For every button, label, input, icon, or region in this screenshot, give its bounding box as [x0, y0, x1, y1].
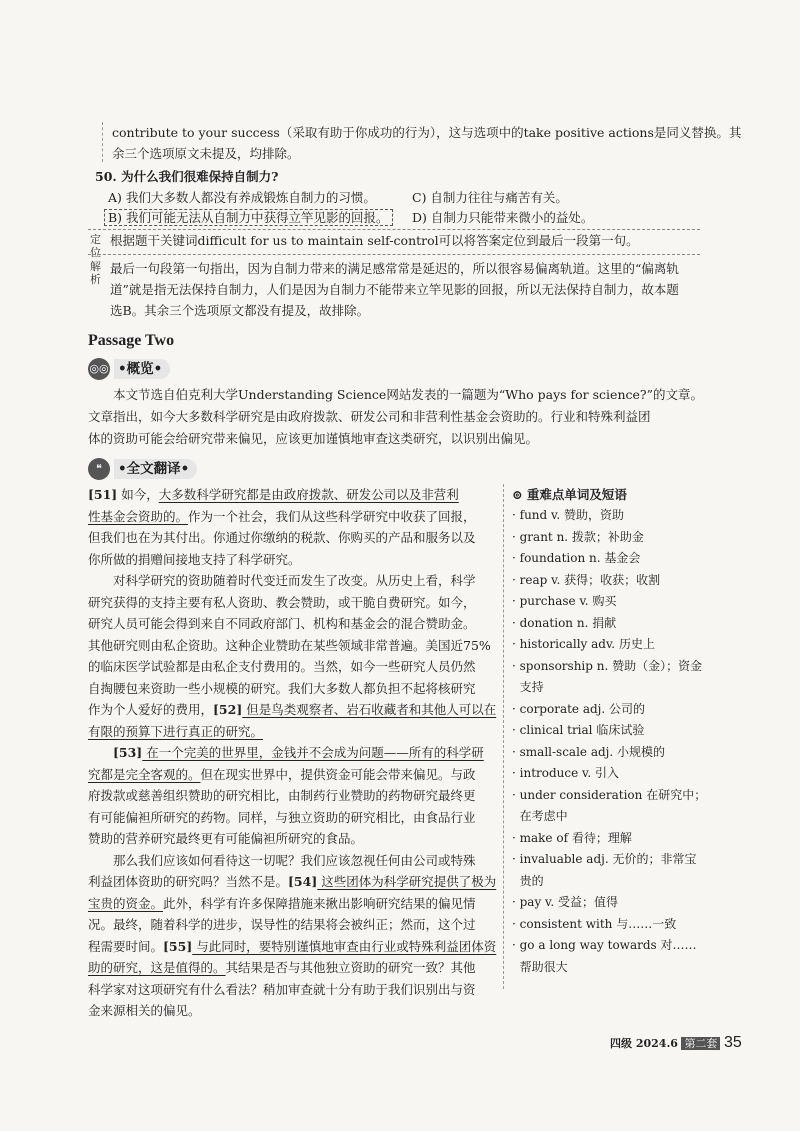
option-d: D) 自制力只能带来微小的益处。: [412, 210, 594, 225]
vocab-item: · purchase v. 购买: [512, 594, 617, 608]
analysis-line: 最后一句段第一句指出，因为自制力带来的满足感常常是延迟的，所以很容易偏离轨道。这里的“偏离轨: [110, 261, 679, 276]
locate-tag: 定位: [90, 233, 101, 259]
question-title: 50. 为什么我们很难保持自制力?: [95, 169, 279, 184]
vocab-item: · foundation n. 基金会: [512, 551, 641, 565]
underlined-sentence: 有限的预算下进行真正的研究。: [88, 723, 264, 739]
vocab-item: · clinical trial 临床试验: [512, 723, 645, 737]
vocab-item: 在考虑中: [512, 809, 568, 823]
vocab-panel: [512, 484, 712, 978]
text: 利益团体资助的研究吗？当然不是。: [88, 874, 289, 889]
translation-body: [51] 如今，大多数科学研究都是由政府拨款、研发公司以及非营利 性基金会资助的。作为一个社会，我们从这些科学研究中收获了回报， 但我们也在为其付出。你通过你缴纳的税款、你购买的产品和服务以及 你所做的捐赠间接地支持了科学研究。 对科学研究的资助随着时代变迁而发生了改变。从历史上看，科学 研究获得的支持主要有私人资助、教会赞助，或干脆自费研究。如今， 研究人员可能会得到来自不同政府部门、机构和基金会的混合赞助金。 其他研究则由私企资助。这种企业赞助在某些领域非常普遍。美国近75% 的临床医学试验都是由私企支付费用的。当然，如今一些研究人员仍然 自掏腰包来资助一些小规模的研究。我们大多数人都负担不起将核研究 作为个人爱好的费用，[52] 但是鸟类观察者、岩石收藏者和其他人可以在 有限的预算下进行真正的研究。 [53] 在一个完美的世界里，金钱并不会成为问题——所有的科学研 究都是完全客观的。但在现实世界中，提供资金可能会带来偏见。与政 府拨款或慈善组织赞助的研究相比，由制药行业赞助的药物研究最终更 有可能偏袒所研究的药物。同样，与独立资助的研究相比，由食品行业 赞助的营养研究最终更有可能偏袒所研究的食品。 那么我们应该如何看待这一切呢？我们应该忽视任何由公司或特殊 利益团体资助的研究吗？当然不是。[54] 这些团体为科学研究提供了极为 宝贵的资金。此外，科学有许多保障措施来揪出影响研究结果的偏见情 况。最终，随着科学的进步，误导性的结果将会被纠正；然而，这个过 程需要时间。[55] 与此同时，要特别谨慎地审查由行业或特殊利益团体资 助的研究，这是值得的。其结果是否与其他独立资助的研究一致？其他 科学家对这项研究有什么看法？稍加审查就十分有助于我们识别出与资 金来源相关的偏见。: [88, 484, 498, 1022]
text: 研究人员可能会得到来自不同政府部门、机构和基金会的混合赞助金。: [88, 616, 476, 631]
text: 但在现实世界中，提供资金可能会带来偏见。与政: [200, 766, 476, 782]
vocab-item: · make of 看待；理解: [512, 830, 632, 845]
underlined-sentence: 助的研究，这是值得的。: [88, 960, 226, 975]
column-divider: [503, 484, 504, 989]
divider: [88, 254, 700, 255]
answer-box: B) 我们可能无法从自制力中获得立竿见影的回报。: [104, 209, 393, 226]
vocab-item: · fund v. 赞助，资助: [512, 508, 625, 522]
vocab-item: · sponsorship n. 赞助（金）；资金: [512, 658, 703, 673]
underlined-sentence: 在一个完美的世界里，金钱并不会成为问题——所有的科学研: [142, 745, 484, 760]
text: 金来源相关的偏见。: [88, 1003, 201, 1018]
vocab-item: · grant n. 拨款；补助金: [512, 529, 644, 544]
explanation-line: contribute to your success（采取有助于你成功的行为），这与选项中的take positive actions是同义替换。其: [112, 125, 742, 140]
text: 有可能偏袒所研究的药物。同样，与独立资助的研究相比，由食品行业: [88, 809, 476, 825]
vocab-title-text: 重难点单词及短语: [526, 487, 627, 502]
footer: [610, 1034, 742, 1052]
analysis-tag: 解析: [90, 260, 101, 286]
text: 其他研究则由私企资助。这种企业赞助在某些领域非常普遍。美国近75%: [88, 637, 491, 653]
overview-header: [88, 358, 170, 380]
text: 作为个人爱好的费用，: [88, 702, 214, 717]
vocab-item: · reap v. 获得；收获；收割: [512, 572, 661, 587]
underlined-sentence: 宝贵的资金。: [88, 895, 164, 911]
underlined-sentence: 与此同时，要特别谨慎地审查由行业或特殊利益团体资: [192, 938, 497, 954]
vocab-item: 帮助很大: [512, 959, 568, 974]
page-number: 35: [723, 1034, 742, 1051]
text: 程需要时间。: [88, 938, 164, 954]
text: 对科学研究的资助随着时代变迁而发生了改变。从历史上看，科学: [113, 573, 476, 588]
vocab-item: · under consideration 在研究中；: [512, 787, 707, 802]
footer-issue: 四级 2024.6: [610, 1037, 678, 1050]
vocab-item: 支持: [512, 680, 544, 694]
marker-53: [53]: [113, 745, 143, 760]
vocab-item: · go a long way towards 对……: [512, 938, 697, 952]
vocab-item: · small-scale adj. 小规模的: [512, 744, 666, 759]
marker-54: [54]: [288, 874, 318, 889]
analysis-line: 道”就是指无法保持自制力，人们是因为自制力不能带来立竿见影的回报，所以无法保持自制力，故本题: [110, 282, 679, 297]
text: 你所做的捐赠间接地支持了科学研究。: [88, 551, 301, 567]
underlined-sentence: 性基金会资助的。: [88, 508, 189, 524]
overview-label: •概览•: [114, 359, 170, 379]
translation-header: [88, 458, 197, 480]
marker-52: [52]: [213, 702, 243, 717]
explanation-line: 余三个选项原文未提及，均排除。: [112, 146, 300, 161]
translation-label: •全文翻译•: [114, 459, 197, 479]
text: 作为一个社会，我们从这些科学研究中收获了回报，: [188, 508, 476, 524]
overview-line: 本文节选自伯克利大学Understanding Science网站发表的一篇题为“Who pays for science?”的文章。: [113, 387, 703, 402]
chat-icon: ❝: [88, 458, 110, 480]
text: 科学家对这项研究有什么看法？稍加审查就十分有助于我们识别出与资: [88, 981, 476, 997]
underlined-sentence: 究都是完全客观的。: [88, 766, 201, 782]
overview-line: 体的资助可能会给研究带来偏见，应该更加谨慎地审查这类研究，以识别出偏见。: [88, 431, 539, 446]
text: 那么我们应该如何看待这一切呢？我们应该忽视任何由公司或特殊: [113, 852, 476, 868]
text: 赞助的营养研究最终更有可能偏袒所研究的食品。: [88, 831, 364, 846]
analysis-line: 选B。其余三个选项原文都没有提及，故排除。: [110, 303, 370, 318]
vocab-title: [512, 484, 712, 505]
option-c: C) 自制力往往与痛苦有关。: [412, 190, 568, 205]
text: 府拨款或慈善组织赞助的研究相比，由制药行业赞助的药物研究最终更: [88, 788, 476, 803]
underlined-sentence: 但是鸟类观察者、岩石收藏者和其他人可以在: [242, 702, 497, 717]
text: 其结果是否与其他独立资助的研究一致？其他: [225, 960, 476, 975]
vocab-item: · invaluable adj. 无价的；非常宝: [512, 852, 697, 866]
vocab-item: · historically adv. 历史上: [512, 637, 655, 651]
text: 自掏腰包来资助一些小规模的研究。我们大多数人都负担不起将核研究: [88, 680, 476, 696]
text: 但我们也在为其付出。你通过你缴纳的税款、你购买的产品和服务以及: [88, 530, 476, 545]
vocab-item: 贵的: [512, 873, 544, 888]
underlined-sentence: 大多数科学研究都是由政府拨款、研发公司以及非营利: [158, 487, 459, 502]
marker-51: [51]: [88, 487, 118, 502]
text: 研究获得的支持主要有私人资助、教会赞助，或干脆自费研究。如今，: [88, 594, 476, 610]
vocab-item: · donation n. 捐献: [512, 615, 617, 630]
vocab-item: · consistent with 与……一致: [512, 916, 677, 931]
locate-text: 根据题干关键词difficult for us to maintain self-control可以将答案定位到最后一段第一句。: [110, 233, 639, 248]
glasses-icon: ◎◎: [88, 358, 110, 380]
passage-title: Passage Two: [88, 332, 175, 349]
vocab-item: · pay v. 受益；值得: [512, 895, 619, 909]
book-icon: ⊚: [512, 487, 527, 502]
text: 况。最终，随着科学的进步，误导性的结果将会被纠正；然而，这个过: [88, 917, 476, 932]
overview-line: 文章指出，如今大多数科学研究是由政府拨款、研发公司和非营利性基金会资助的。行业和特殊利益团: [88, 409, 651, 424]
vocab-item: · introduce v. 引入: [512, 766, 620, 780]
underlined-sentence: 这些团体为科学研究提供了极为: [317, 874, 497, 889]
text: 的临床医学试验都是由私企支付费用的。当然，如今一些研究人员仍然: [88, 659, 476, 674]
option-b-answer: [104, 207, 393, 228]
dashed-margin: [102, 122, 103, 162]
vocab-list: [512, 505, 712, 978]
vocab-item: · corporate adj. 公司的: [512, 701, 646, 716]
text: 此外，科学有许多保障措施来揪出影响研究结果的偏见情: [163, 895, 476, 911]
marker-55: [55]: [163, 938, 193, 954]
option-a: A) 我们大多数人都没有养成锻炼自制力的习惯。: [108, 190, 376, 205]
footer-set: 第二套: [681, 1037, 720, 1050]
